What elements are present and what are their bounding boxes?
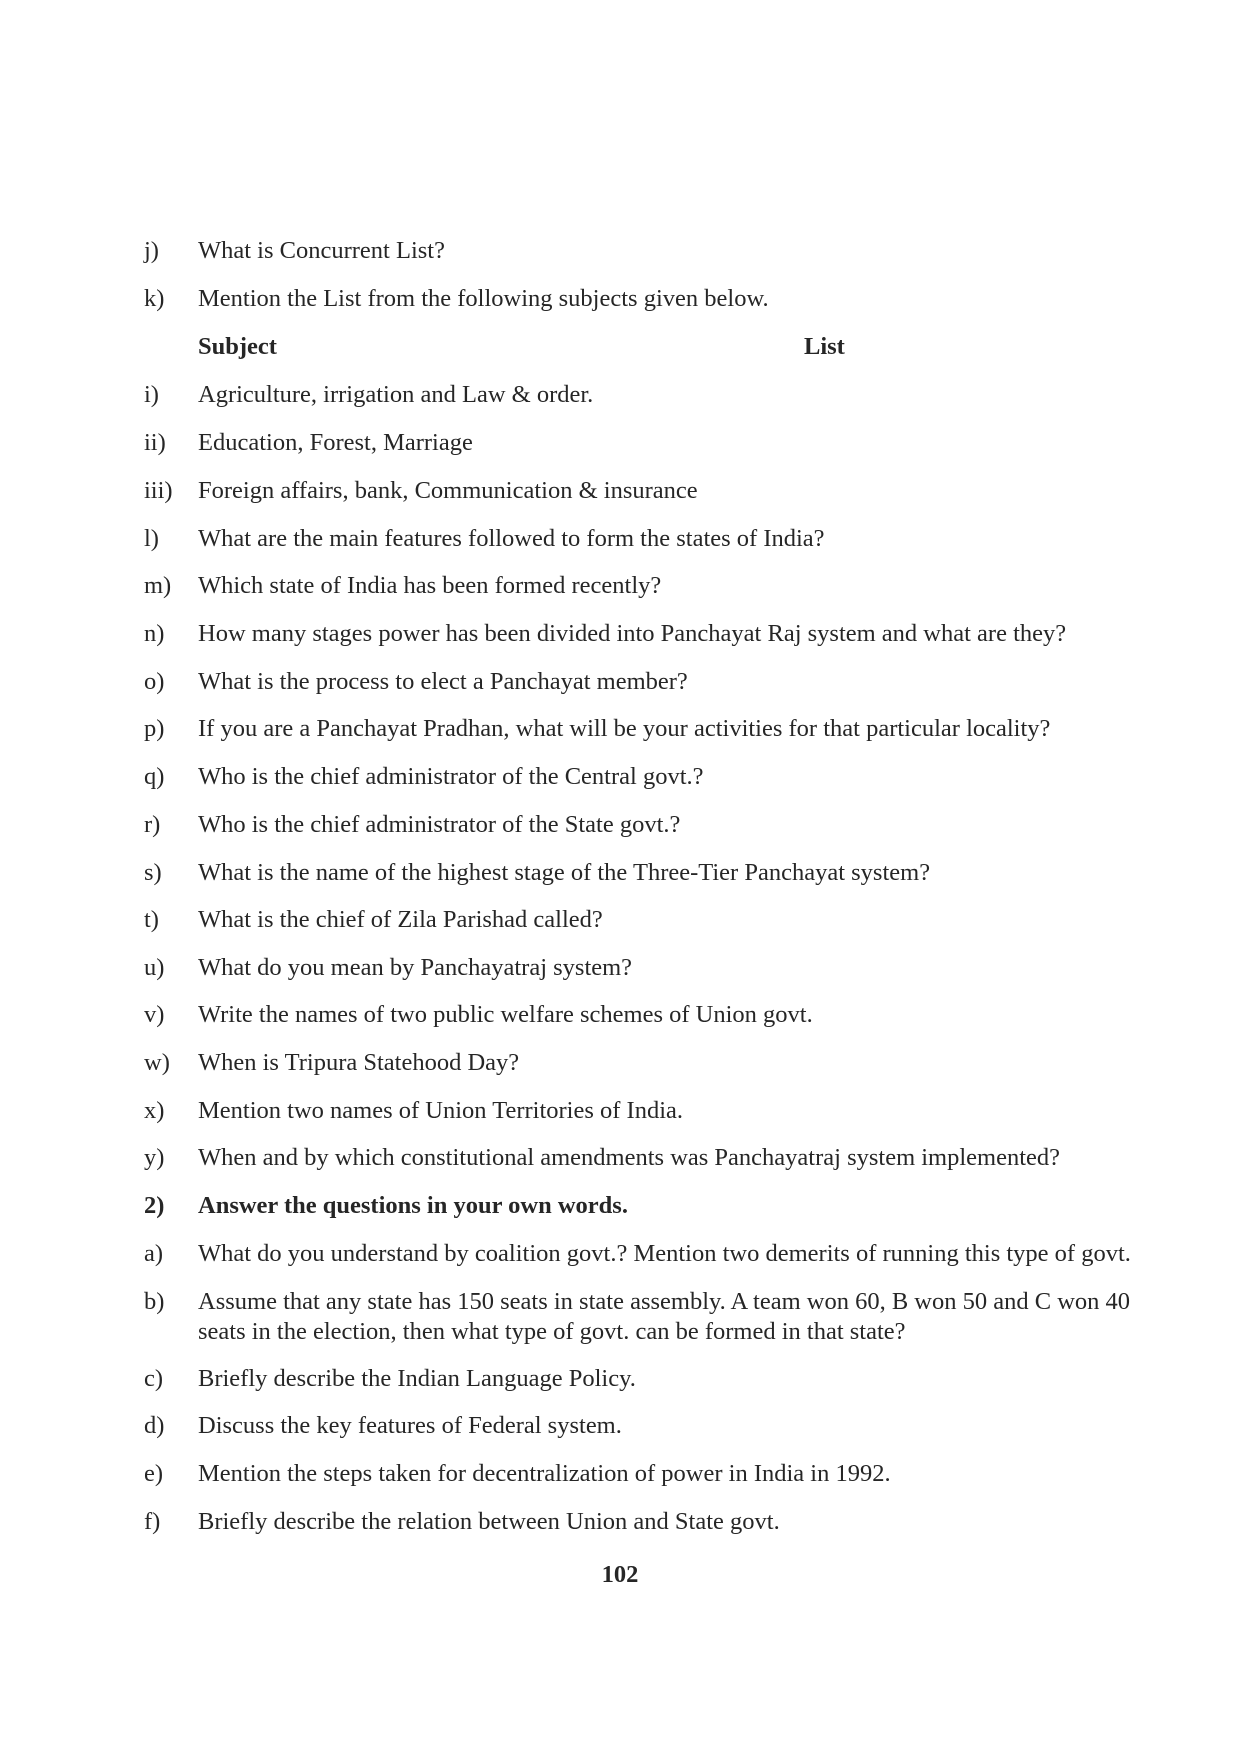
question-label: p) bbox=[144, 715, 165, 742]
question-label: o) bbox=[144, 668, 165, 695]
question-text: Discuss the key features of Federal system. bbox=[198, 1412, 622, 1439]
question-label: q) bbox=[144, 763, 165, 790]
question-text: Assume that any state has 150 seats in state assembly. A team won 60, B won 50 and C won 40 seats in the election, then what type of govt. can be formed in that state? bbox=[198, 1288, 1131, 1345]
question-label: c) bbox=[144, 1365, 164, 1392]
question-text: Who is the chief administrator of the Central govt.? bbox=[198, 763, 704, 790]
question-label: l) bbox=[144, 525, 159, 552]
question-text: Mention the steps taken for decentralization of power in India in 1992. bbox=[198, 1460, 891, 1487]
question-label: n) bbox=[144, 620, 165, 647]
question-label: k) bbox=[144, 285, 165, 312]
question-label: j) bbox=[144, 237, 159, 264]
question-text: Briefly describe the Indian Language Policy. bbox=[198, 1365, 636, 1392]
question-text: Write the names of two public welfare schemes of Union govt. bbox=[198, 1001, 813, 1028]
question-text: What is Concurrent List? bbox=[198, 237, 445, 264]
question-text: Who is the chief administrator of the State govt.? bbox=[198, 811, 681, 838]
subject-label: i) bbox=[144, 381, 159, 408]
subject-text: Foreign affairs, bank, Communication & insurance bbox=[198, 477, 698, 504]
question-text: What is the chief of Zila Parishad called? bbox=[198, 906, 603, 933]
question-text: When is Tripura Statehood Day? bbox=[198, 1049, 520, 1076]
question-label: u) bbox=[144, 954, 165, 981]
subject-column-header: Subject bbox=[198, 333, 277, 360]
subject-label: ii) bbox=[144, 429, 166, 456]
subject-label: iii) bbox=[144, 477, 173, 504]
list-column-header: List bbox=[804, 333, 845, 360]
question-text: What is the process to elect a Panchayat member? bbox=[198, 668, 688, 695]
section-title: Answer the questions in your own words. bbox=[198, 1192, 628, 1219]
question-text: What is the name of the highest stage of the Three-Tier Panchayat system? bbox=[198, 859, 931, 886]
section-label: 2) bbox=[144, 1192, 165, 1219]
question-label: b) bbox=[144, 1288, 165, 1315]
question-label: e) bbox=[144, 1460, 164, 1487]
question-label: d) bbox=[144, 1412, 165, 1439]
question-label: a) bbox=[144, 1240, 164, 1267]
question-text: What do you mean by Panchayatraj system? bbox=[198, 954, 633, 981]
question-text: Mention the List from the following subjects given below. bbox=[198, 285, 769, 312]
question-text: What are the main features followed to form the states of India? bbox=[198, 525, 825, 552]
question-label: y) bbox=[144, 1144, 165, 1171]
question-text: Briefly describe the relation between Union and State govt. bbox=[198, 1508, 780, 1535]
question-label: r) bbox=[144, 811, 161, 838]
subject-text: Agriculture, irrigation and Law & order. bbox=[198, 381, 594, 408]
question-label: w) bbox=[144, 1049, 170, 1076]
question-text: Which state of India has been formed recently? bbox=[198, 572, 662, 599]
page-number: 102 bbox=[601, 1561, 639, 1588]
question-label: t) bbox=[144, 906, 159, 933]
question-text: How many stages power has been divided into Panchayat Raj system and what are they? bbox=[198, 620, 1067, 647]
question-text: If you are a Panchayat Pradhan, what will be your activities for that particular locality? bbox=[198, 715, 1051, 742]
question-label: m) bbox=[144, 572, 172, 599]
question-label: x) bbox=[144, 1097, 165, 1124]
question-text: What do you understand by coalition govt.? Mention two demerits of running this type of govt. bbox=[198, 1240, 1131, 1267]
question-label: v) bbox=[144, 1001, 165, 1028]
question-label: s) bbox=[144, 859, 162, 886]
subject-text: Education, Forest, Marriage bbox=[198, 429, 473, 456]
question-text: Mention two names of Union Territories of India. bbox=[198, 1097, 684, 1124]
question-label: f) bbox=[144, 1508, 161, 1535]
question-text: When and by which constitutional amendments was Panchayatraj system implemented? bbox=[198, 1144, 1061, 1171]
